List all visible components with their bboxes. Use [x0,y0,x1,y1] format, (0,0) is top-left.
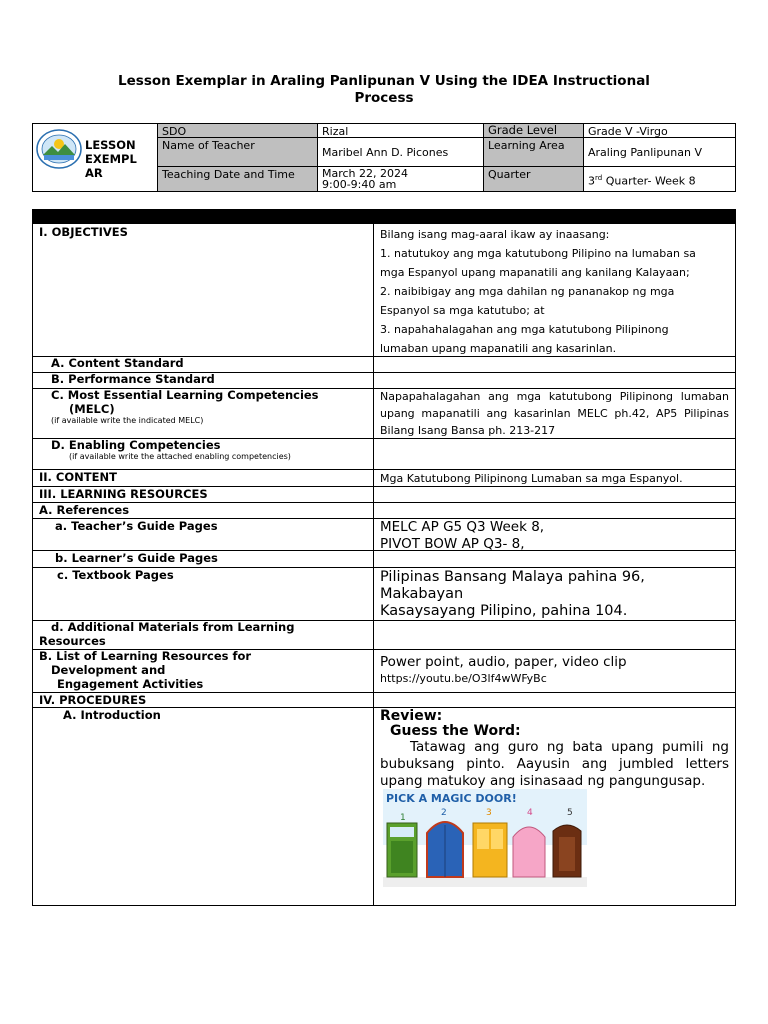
column-divider [373,210,374,905]
additional-materials-label-2: Resources [39,634,106,648]
header-table [32,123,736,192]
textbook-value [380,569,645,620]
video-link[interactable]: https://youtu.be/O3lf4wWFyBc [380,672,547,685]
enabling-competencies-label: D. Enabling Competencies [51,438,221,452]
references-label: A. References [39,503,130,517]
time-value: 9:00-9:40 am [322,178,397,191]
datetime-label: Teaching Date and Time [158,167,318,191]
teacher-value: Maribel Ann D. Picones [318,138,484,167]
grade-level-value: Grade V -Virgo [584,124,735,138]
table-header-bar [33,210,735,224]
objectives-label: I. OBJECTIVES [39,225,128,239]
door-number: 5 [567,808,573,818]
guess-word-text: Tatawag ang guro ng bata upang pumili ng bubuksang pinto. Aayusin ang jumbled letters upang matukoy ang isinasaad ng pangungusap. [380,739,729,789]
objective-line: Espanyol sa mga katutubo; at [380,304,545,317]
melc-label: C. Most Essential Learning Competencies [51,388,319,402]
objective-line: 1. natutukoy ang mga katutubong Pilipino na lumaban sa [380,247,696,260]
additional-materials-label: d. Additional Materials from Learning [51,620,295,634]
list-resources-label-2: Development and [51,663,166,677]
objective-line: 3. napahahalagahan ang mga katutubong Pilipinong [380,323,669,336]
content-standard-label: A. Content Standard [51,356,184,370]
objective-line: lumaban upang mapanatili ang kasarinlan. [380,342,617,355]
lesson-table [32,209,736,906]
tb-value-line: Makabayan [380,586,464,602]
quarter-rest: Quarter- Week 8 [602,174,696,188]
objective-line: mga Espanyol upang mapanatili ang kanilang Kalayaan; [380,266,690,279]
door-number: 2 [441,808,447,818]
door-number: 3 [486,808,492,818]
melc-value: Napapahalagahan ang mga katutubong Pilipinong lumaban upang mapanatili ang kasarinlan MELC ph.42, AP5 Pilipinas Bilang Isang Bansa ph. 213-217 [380,390,729,437]
melc-note: (if available write the indicated MELC) [51,416,204,425]
tg-value-line: MELC AP G5 Q3 Week 8, [380,519,545,535]
teachers-guide-value [380,519,544,553]
list-resources-value-1: Power point, audio, paper, video clip [380,654,627,670]
procedures-label: IV. PROCEDURES [39,693,147,707]
learning-area-value: Araling Panlipunan V [584,138,735,167]
tb-value-line: Pilipinas Bansang Malaya pahina 96, [380,569,645,585]
grade-level-label: Grade Level [484,124,584,138]
list-resources-label-3: Engagement Activities [57,677,204,691]
quarter-number: 3 [588,174,595,188]
title-line-2: Process [354,90,414,106]
deped-seal-icon [36,129,82,169]
enabling-note: (if available write the attached enabling competencies) [69,452,291,461]
performance-standard-label: B. Performance Standard [51,372,215,386]
teachers-guide-label: a. Teacher’s Guide Pages [55,519,218,533]
image-title: PICK A MAGIC DOOR! [386,792,517,805]
content-value: Mga Katutubong Pilipinong Lumaban sa mga Espanyol. [380,472,683,485]
door-number: 4 [527,808,533,818]
magic-door-image [383,789,587,887]
quarter-label: Quarter [484,167,584,191]
sdo-value: Rizal [318,124,484,138]
logo-cell [33,124,158,191]
learners-guide-label: b. Learner’s Guide Pages [55,551,218,565]
objective-line: 2. naibibigay ang mga dahilan ng pananakop ng mga [380,285,675,298]
quarter-value [584,167,735,191]
learning-area-label: Learning Area [484,138,584,167]
textbook-label: c. Textbook Pages [57,568,174,582]
content-label: II. CONTENT [39,470,117,484]
tb-value-line: Kasaysayang Pilipino, pahina 104. [380,603,628,619]
learning-resources-label: III. LEARNING RESOURCES [39,487,208,501]
guess-word-label: Guess the Word: [390,723,521,739]
datetime-value [318,167,484,191]
melc-label-2: (MELC) [69,402,115,416]
introduction-label: A. Introduction [63,708,161,722]
review-label: Review: [380,708,443,724]
date-value: March 22, 2024 [322,167,409,180]
lesson-exemplar-label: LESSON EXEMPL AR [85,138,137,180]
objectives-list [380,225,720,358]
teacher-label: Name of Teacher [158,138,318,167]
document-title [60,73,708,107]
sdo-label: SDO [158,124,318,138]
title-line-1: Lesson Exemplar in Araling Panlipunan V Using the IDEA Instructional [118,73,650,89]
list-resources-label: B. List of Learning Resources for [39,649,252,663]
quarter-ordinal: rd [595,174,603,182]
door-number: 1 [400,813,406,823]
tg-value-line: PIVOT BOW AP Q3- 8, [380,536,525,552]
objective-line: Bilang isang mag-aaral ikaw ay inaasang: [380,228,610,241]
